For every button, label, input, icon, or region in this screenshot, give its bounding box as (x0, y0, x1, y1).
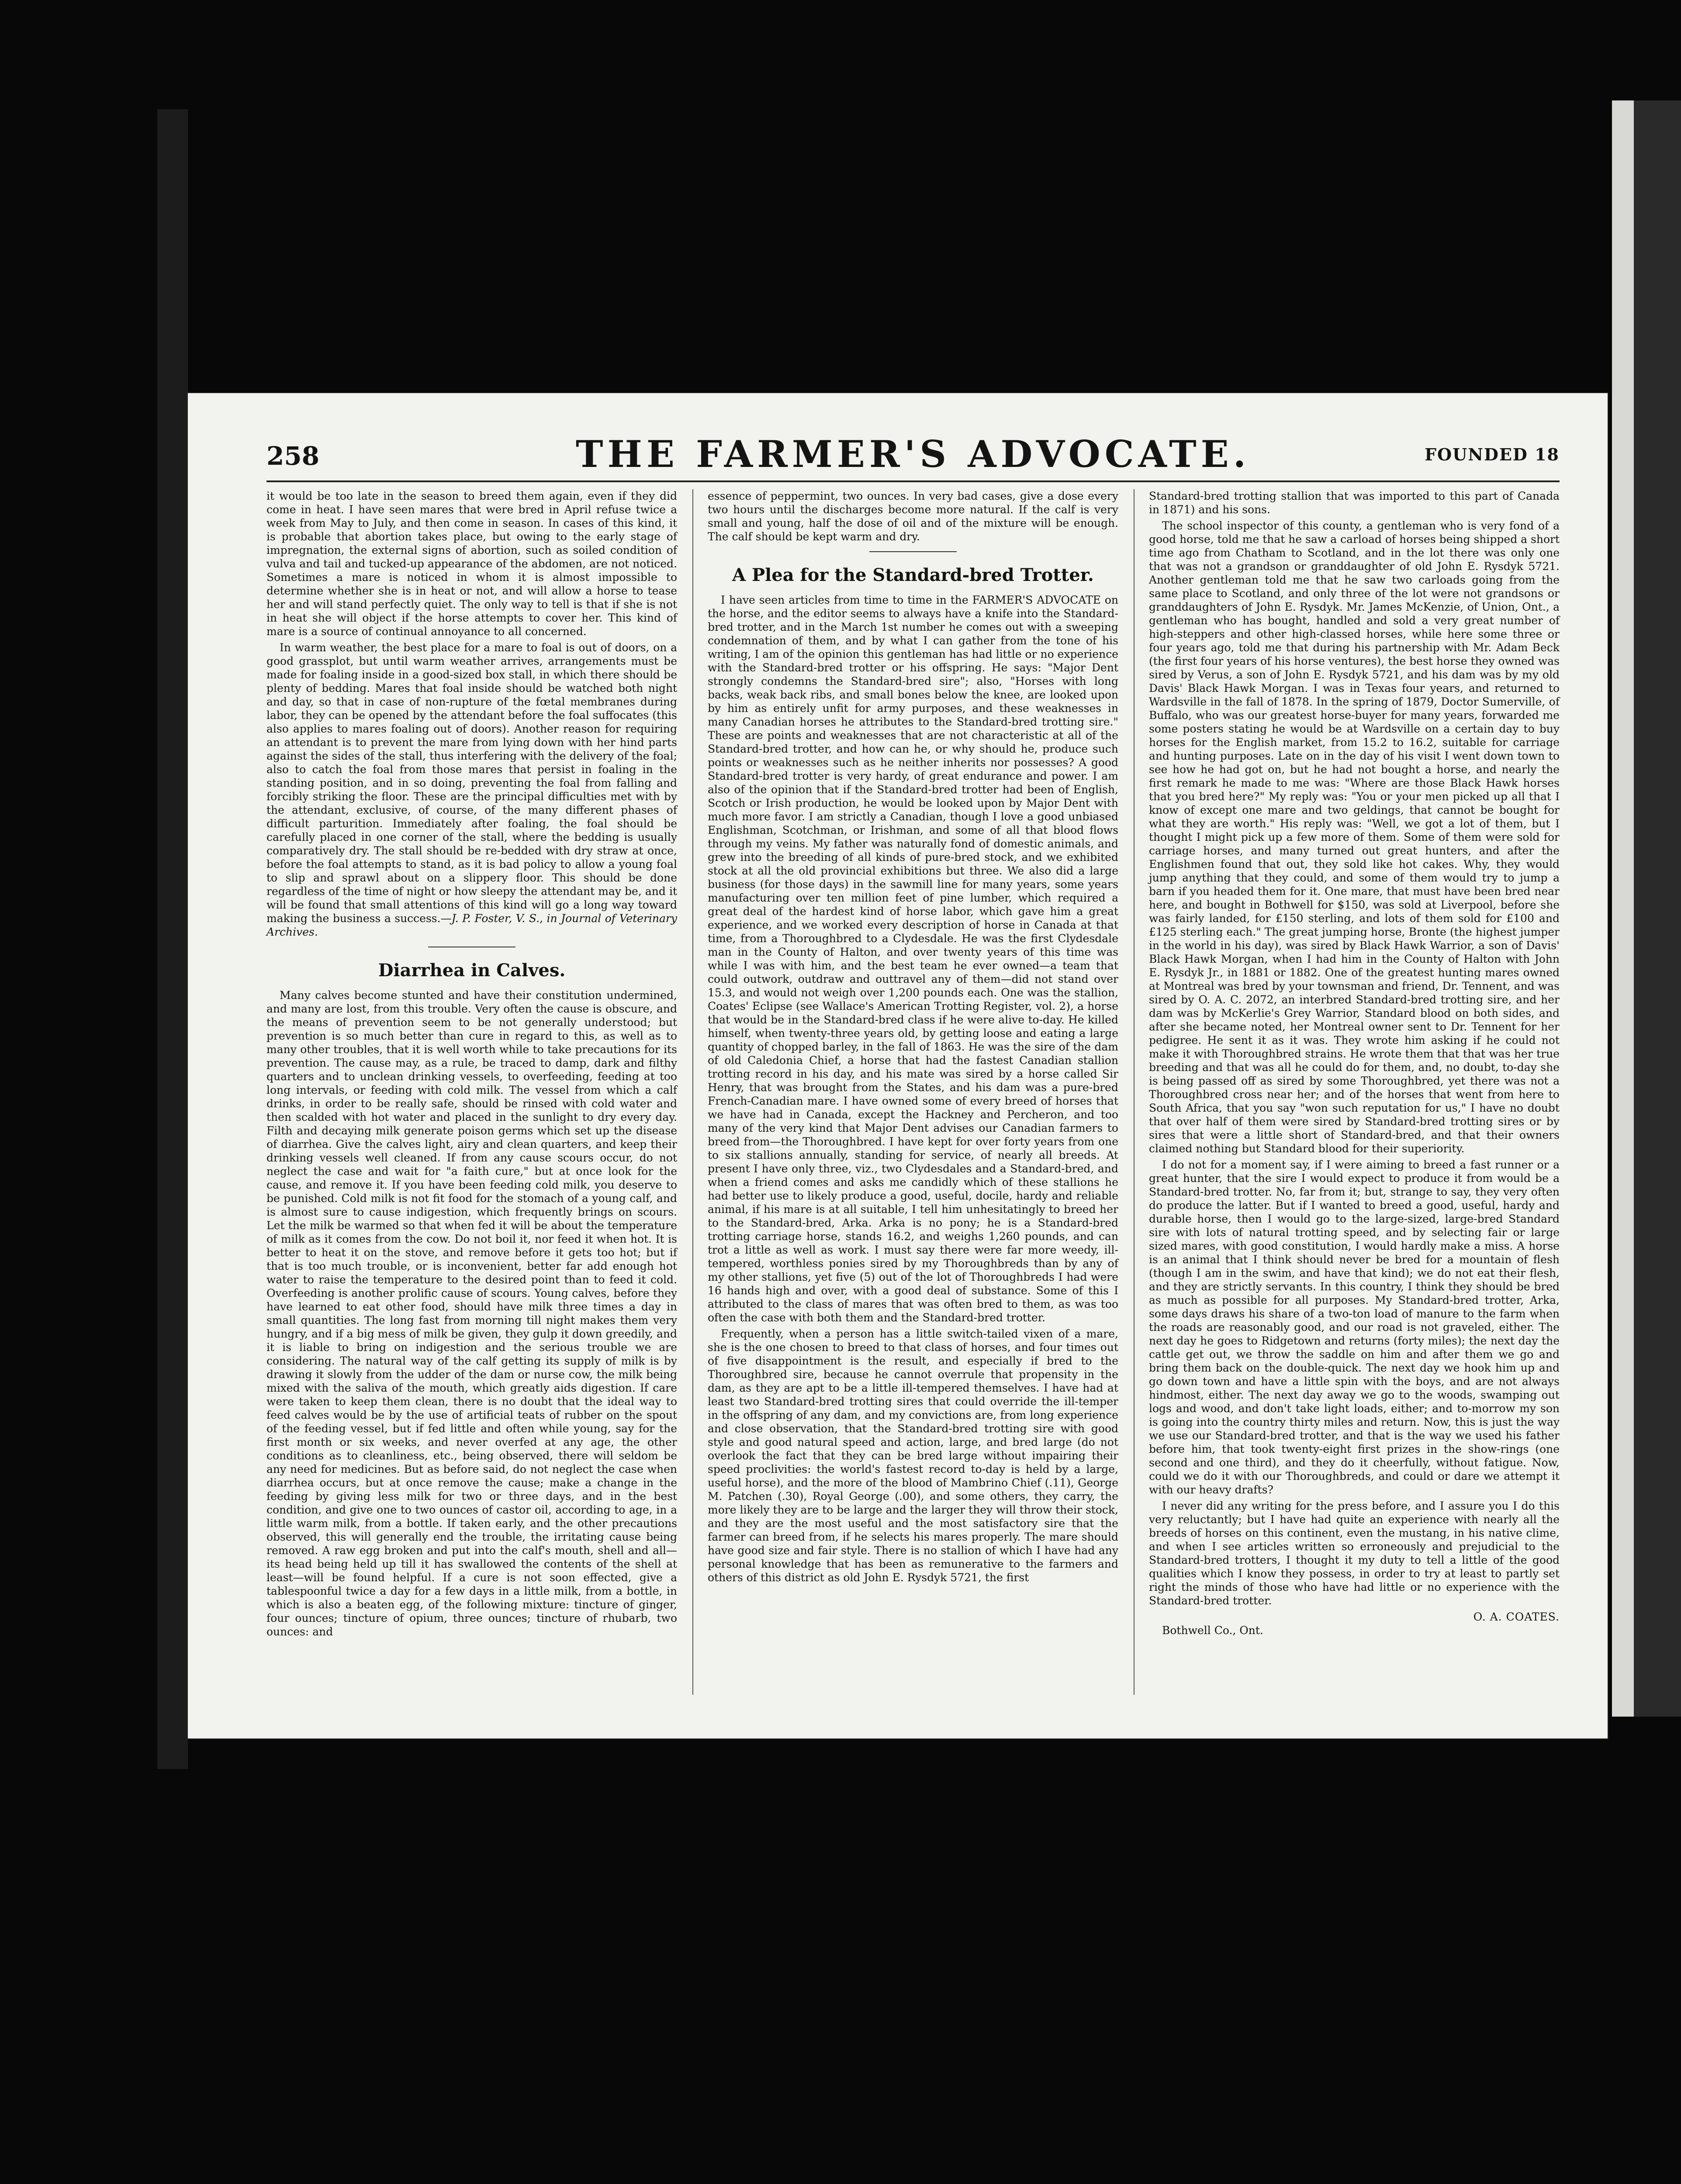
column-1 (266, 489, 677, 1641)
paragraph: Many calves become stunted and have their constitution undermined, and many are lost, from this trouble. Very often the cause is obscure, and the means of prevention seem to be not generally understood; but prevention is so much better than cure in regard to this, as well as to many other troubles, that it is well worth while to take precautions for its prevention. The cause may, as a rule, be traced to damp, dark and filthy quarters and to unclean drinking vessels, to overfeeding, feeding at too long intervals, or feeding with cold milk. The vessel from which a calf drinks, in order to be really safe, should be rinsed with cold water and then scalded with hot water and placed in the sunlight to dry every day. Filth and decaying milk generate poison germs which set up the disease of diarrhea. Give the calves light, airy and clean quarters, and keep their drinking vessels well cleaned. If from any cause scours occur, do not neglect the case and wait for "a faith cure," but at once look for the cause, and remove it. If you have been feeding cold milk, you deserve to be punished. Cold milk is not fit food for the stomach of a young calf, and is almost sure to cause indigestion, which frequently brings on scours. Let the milk be warmed so that when fed it will be about the temperature of milk as it comes from the cow. Do not boil it, nor feed it when hot. It is better to heat it on the stove, and remove before it gets too hot; but if that is too much trouble, or is inconvenient, better far add enough hot water to raise the temperature to the desired point than to feed it cold. Overfeeding is another prolific cause of scours. Young calves, before they have learned to eat other food, should have milk three times a day in small quantities. The long fast from morning till night makes them very hungry, and if a big mess of milk be given, they gulp it down greedily, and it is liable to bring on indigestion and the serious trouble we are considering. The natural way of the calf getting its supply of milk is by drawing it slowly from the udder of the dam or nurse cow, the milk being mixed with the saliva of the mouth, which greatly aids digestion. If care were taken to keep them clean, there is no doubt that the ideal way to feed calves would be by the use of artificial teats of rubber on the spout of the feeding vessel, but if fed little and often while young, say for the first month or six weeks, and never overfed at any age, the other conditions as to cleanliness, etc., being observed, there will seldom be any need for medicines. But as before said, do not neglect the case when diarrhea occurs, but at once remove the cause; make a change in the feeding by giving less milk for two or three days, and in the best condition, and give one to two ounces of castor oil, according to age, in a little warm milk, from a bottle. If taken early, and the other precautions observed, this will generally end the trouble, the irritating cause being removed. A raw egg broken and put into the calf's mouth, shell and all—its head being held up till it has swallowed the contents of the shell at least—will be found helpful. If a cure is not soon effected, give a tablespoonful twice a day for a few days in a little milk, from a bottle, in which is also a beaten egg, of the following mixture: tincture of ginger, four ounces; tincture of opium, three ounces; tincture of rhubarb, two ounces: and (266, 989, 677, 1638)
article-heading: A Plea for the Standard-bred Trotter. (732, 565, 1094, 585)
masthead-title: THE FARMER'S ADVOCATE. (576, 432, 1250, 476)
column-3 (1149, 489, 1560, 1637)
paragraph: I have seen articles from time to time in the FARMER'S ADVOCATE on the horse, and the editor seems to always have a knife into the Standard-bred trotter, and in the March 1st number he comes out with a sweeping condemnation of them, and by what I can gather from the tone of his writing, I am of the opinion this gentleman has had little or no experience with the Standard-bred trotter or his offspring. He says: "Major Dent strongly condemns the Standard-bred sire"; also, "Horses with long backs, weak back ribs, and small bones below the knee, are looked upon by him as entirely unfit for army purposes, and these weaknesses in many Canadian horses he attributes to the Standard-bred trotting sire." These are points and weaknesses that are not characteristic at all of the Standard-bred trotter, and how can he, or why should he, produce such points or weaknesses such as he neither inherits nor possesses? A good Standard-bred trotter is very hardy, of great endurance and power. I am also of the opinion that if the Standard-bred trotter had been of English, Scotch or Irish production, he would be looked upon by Major Dent with much more favor. I am strictly a Canadian, though I love a good unbiased Englishman, Scotchman, or Irishman, and some of all that blood flows through my veins. My father was naturally fond of domestic animals, and grew into the breeding of all kinds of pure-bred stock, and we exhibited stock at all the old provincial exhibitions but three. We also did a large business (for those days) in the sawmill line for many years, some years manufacturing over ten million feet of pine lumber, which required a great deal of the hardest kind of horse labor, which gave him a great experience, and we worked every description of horse in Canada at that time, from a Thoroughbred to a Clydesdale. He was the first Clydesdale man in the County of Halton, and over twenty years of this time was while I was with him, and the best team he ever owned—a team that could outwork, outdraw and outtravel any of them—did not stand over 15.3, and would not weigh over 1,200 pounds each. One was the stallion, Coates' Eclipse (see Wallace's American Trotting Register, vol. 2), a horse that would be in the Standard-bred class if he were alive to-day. He killed himself, when twenty-three years old, by getting loose and eating a large quantity of chopped barley, in the fall of 1863. He was the sire of the dam of old Caledonia Chief, a horse that had the fastest Canadian stallion trotting record in his day, and his mate was sired by a horse called Sir Henry, that was brought from the States, and his dam was a pure-bred French-Canadian mare. I have owned some of every breed of horses that we have had in Canada, except the Hackney and Percheron, and too many of the very kind that Major Dent advises our Canadian farmers to breed from—the Thoroughbred. I have kept for over forty years from one to six stallions annually, standing for service, of nearly all breeds. At present I have only three, viz., two Clydesdales and a Standard-bred, and when a friend comes and asks me candidly which of these stallions he had better use to likely produce a good, useful, docile, hardy and reliable animal, if his mare is at all suitable, I tell him unhesitatingly to breed her to the Standard-bred, Arka. Arka is no pony; he is a Standard-bred trotting carriage horse, stands 16.2, and weighs 1,260 pounds, and can trot a little as well as work. I must say there were far more weedy, ill-tempered, worthless ponies sired by my Thoroughbreds than by any of my other stallions, yet five (5) out of the lot of Thoroughbreds I had were 16 hands high and over, with a good deal of substance. Some of this I attributed to the class of mares that was often bred to them, as was too often the case with both them and the Standard-bred trotter. (708, 594, 1118, 1324)
paragraph: The school inspector of this county, a gentleman who is very fond of a good horse, told me that he saw a carload of horses being shipped a short time ago from Chatham to Scotland, and in the lot there was only one that was not a grandson or granddaughter of old John E. Rysdyk 5721. Another gentleman told me that he saw two carloads going from the same place to Scotland, and only three of the lot were not grandsons or granddaughters of John E. Rysdyk. Mr. James McKenzie, of Union, Ont., a gentleman who has bought, handled and sold a very great number of high-steppers and other high-classed horses, while here some three or four years ago, told me that during his partnership with Mr. Adam Beck (the first four years of his horse ventures), the best horse they owned was sired by Verus, a son of John E. Rysdyk 5721, and his dam was by my old Davis' Black Hawk Morgan. I was in Texas four years, and returned to Wardsville in the fall of 1878. In the spring of 1879, Doctor Sumerville, of Buffalo, who was our greatest horse-buyer for many years, forwarded me some posters stating he would be at Wardsville on a certain day to buy horses for the English market, from 15.2 to 16.2, suitable for carriage and hunting purposes. Late on in the day of his visit I went down town to see how he had got on, but he had not bought a horse, and nearly the first remark he made to me was: "Where are those Black Hawk horses that you bred here?" My reply was: "You or your men picked up all that I know of except one mare and two geldings, that cannot be bought for what they are worth." His reply was: "Well, we got a lot of them, but I thought I might pick up a few more of them. Some of them were sold for carriage horses, and many turned out great hunters, and after the Englishmen found that out, they sold like hot cakes. Why, they would jump anything that they could, and some of them would try to jump a barn if you headed them for it. One mare, that must have been bred near here, and bought in Bothwell for $150, was sold at Liverpool, before she was fairly landed, for £150 sterling, and lots of them sold for £100 and £125 sterling each." The great jumping horse, Bronte (the highest jumper in the world in his day), was sired by Black Hawk Warrior, a son of Davis' Black Hawk Morgan, when I had him in the County of Halton with John E. Rysdyk Jr., in 1881 or 1882. One of the greatest hunting mares owned at Montreal was bred by your townsman and friend, Dr. Tennent, and was sired by O. A. C. 2072, an interbred Standard-bred trotting sire, and her dam was by McKerlie's Grey Warrior, Standard blood on both sides, and after she became noted, her Montreal owner sent to Dr. Tennent for her pedigree. He sent it as it was. They wrote him asking if he could not make it with Thoroughbred strains. He wrote them that that was her true breeding and that was all he could do for them, and, no doubt, to-day she is being passed off as sired by some Thoroughbred, yet there was not a Thoroughbred cross near her; and of the horses that went from here to South Africa, that you say "won such reputation for us," I have no doubt that over half of them were sired by Standard-bred trotting sires or by sires that were a little short of Standard-bred, and that their owners claimed nothing but Standard blood for their superiority. (1149, 519, 1560, 1155)
column-separator (692, 489, 693, 1695)
page-number: 258 (266, 441, 320, 471)
article-heading: Diarrhea in Calves. (378, 960, 566, 981)
paragraph: Frequently, when a person has a little switch-tailed vixen of a mare, she is the one chosen to breed to that class of horses, and four times out of five disappointment is the result, and especially if bred to the Thoroughbred sire, because he cannot overrule that propensity in the dam, as they are apt to be a little ill-tempered themselves. I have had at least two Standard-bred trotting sires that could override the ill-temper in the offspring of any dam, and my convictions are, from long experience and close observation, that the Standard-bred trotting sire with good style and good natural speed and action, large, and bred large (do not overlook the fact that they can be bred large without impairing their speed proclivities: the world's fastest record to-day is held by a large, useful horse), and the more of the blood of Mambrino Chief (.11), George M. Patchen (.30), Royal George (.00), and some others, they carry, the more likely they are to be large and the larger they will throw their stock, and they are the most useful and the most satisfactory sire that the farmer can breed from, if he selects his mares properly. The mare should have good size and fair style. There is no stallion of which I have had any personal knowledge that has been as remunerative to the farmers and others of this district as old John E. Rysdyk 5721, the first (708, 1327, 1118, 1584)
column-2 (708, 489, 1118, 1587)
paragraph (266, 641, 677, 939)
page-header (266, 432, 1560, 480)
paragraph: it would be too late in the season to breed them again, even if they did come in heat. I have seen mares that were bred in April refuse twice a week from May to July, and then come in season. In cases of this kind, it is probable that abortion takes place, but owing to the early stage of impregnation, the external signs of abortion, such as soiled condition of vulva and tail and tucked-up appearance of the abdomen, are not noticed. Sometimes a mare is noticed in whom it is almost impossible to determine whether she is in heat or not, and will allow a horse to tease her and will stand perfectly quiet. The only way to tell is that if she is not in heat she will object if the horse attempts to cover her. This kind of mare is a source of continual annoyance to all concerned. (266, 490, 677, 638)
adjacent-page-edge-left (157, 109, 188, 1769)
article-source: J. P. Foster, V. S., in Journal of Veterinary Archives. (266, 912, 677, 938)
author-signature: O. A. COATES. (1473, 1610, 1560, 1623)
paragraph: essence of peppermint, two ounces. In very bad cases, give a dose every two hours until the discharges become more natural. If the calf is very small and young, half the dose of oil and of the mixture will be enough. The calf should be kept warm and dry. (708, 490, 1118, 543)
paragraph: I never did any writing for the press before, and I assure you I do this very reluctantly; but I have had quite an experience with nearly all the breeds of horses on this continent, even the mustang, in his native clime, and when I see articles written so erroneously and prejudicial to the Standard-bred trotters, I thought it my duty to tell a little of the good qualities which I know they possess, in order to try at least to partly set right the minds of those who have had little or no experience with the Standard-bred trotter. (1149, 1500, 1560, 1607)
paragraph-text: In warm weather, the best place for a mare to foal is out of doors, on a good grassplot, but until warm weather arrives, arrangements must be made for foaling inside in a good-sized box stall, in which there should be plenty of bedding. Mares that foal inside should be watched both night and day, so that in case of non-rupture of the fœtal membranes during labor, they can be opened by the attendant before the foal suffocates (this also applies to mares foaling out of doors). Another reason for requiring an attendant is to prevent the mare from lying down with her hind parts against the sides of the stall, thus interfering with the delivery of the foal; also to catch the foal from those mares that persist in foaling in the standing position, and in so doing, preventing the foal from falling and forcibly striking the floor. These are the principal difficulties met with by the attendant, exclusive, of course, of the many different phases of difficult parturition. Immediately after foaling, the foal should be carefully placed in one corner of the stall, where the bedding is usually comparatively dry. The stall should be re-bedded with dry straw at once, before the foal attempts to stand, as it is bad policy to allow a young foal to slip and sprawl about on a slippery floor. This should be done regardless of the time of night or how sleepy the attendant may be, and it will be found that small attentions of this kind will go a long way toward making the business a success.— (266, 641, 677, 925)
founded-label: FOUNDED 18 (1425, 445, 1560, 464)
paragraph: Standard-bred trotting stallion that was imported to this part of Canada in 1871) and his sons. (1149, 490, 1560, 516)
scanner-margin-right (1634, 100, 1681, 1717)
header-rule (266, 480, 1560, 482)
article-divider (869, 551, 957, 552)
column-separator (1134, 489, 1135, 1695)
newspaper-page (188, 393, 1608, 1738)
paragraph: I do not for a moment say, if I were aiming to breed a fast runner or a great hunter, that the sire I would expect to produce it from would be a Standard-bred trotter. No, far from it; but, strange to say, they very often do produce the latter. But if I wanted to breed a good, useful, hardy and durable horse, then I would go to the large-sized, large-bred Standard sire with lots of natural trotting speed, and by selecting fair or large sized mares, with good constitution, I would hardly make a miss. A horse is an animal that I think should never be bred for a mountain of flesh (though I am in the swim, and have that kind); we do not eat their flesh, and they are strictly servants. In this country, I think they should be bred as much as possible for all purposes. My Standard-bred trotter, Arka, some days draws his share of a two-ton load of manure to the farm when the roads are reasonably good, and our road is not graveled, either. The next day he goes to Ridgetown and returns (forty miles); the next day the cattle get out, we throw the saddle on him and after them we go and bring them back on the double-quick. The next day we hook him up and go down town and have a little spin with the boys, and are not always hindmost, either. The next day away we go to the woods, swamping out logs and wood, and don't take light loads, either; and to-morrow my son is going into the country thirty miles and return. Now, this is just the way we use our Standard-bred trotter, and that is the way we used his father before him, that took twenty-eight first prizes in the show-rings (one second and one third), and they do it cheerfully, without fatigue. Now, could we do it with our Thoroughbreds, and could or dare we attempt it with our heavy drafts? (1149, 1158, 1560, 1496)
author-location: Bothwell Co., Ont. (1162, 1624, 1263, 1637)
